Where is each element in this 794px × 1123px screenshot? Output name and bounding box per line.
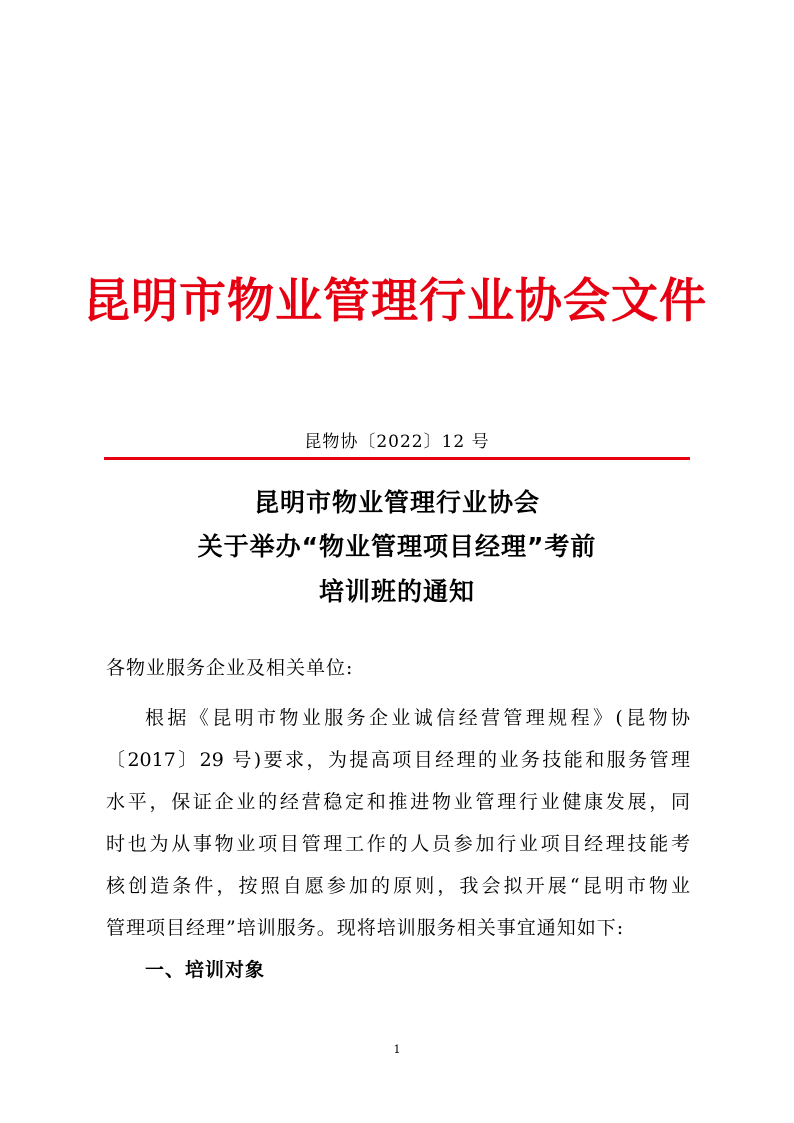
paragraph-line: 管理项目经理”培训服务。现将培训服务相关事宜通知如下:: [106, 917, 625, 939]
paragraph-line: 水平，保证企业的经营稳定和推进物业管理行业健康发展，同: [106, 791, 690, 813]
paragraph-line: 时也为从事物业项目管理工作的人员参加行业项目经理技能考: [106, 833, 690, 855]
salutation: 各物业服务企业及相关单位:: [106, 657, 354, 679]
notice-title-line-2: 关于举办“物业管理项目经理”考前: [197, 532, 597, 561]
page-number: 1: [393, 1043, 401, 1056]
red-divider: [104, 457, 690, 460]
notice-title-line-3: 培训班的通知: [318, 577, 475, 606]
paragraph-line: 根据《昆明市物业服务企业诚信经营管理规程》(昆物协: [145, 707, 690, 729]
paragraph-line: 〔2017〕29 号)要求，为提高项目经理的业务技能和服务管理: [106, 749, 690, 771]
notice-title-line-1: 昆明市物业管理行业协会: [253, 488, 540, 517]
section-heading: 一、培训对象: [145, 959, 266, 981]
document-number: 昆物协〔2022〕12 号: [304, 432, 490, 452]
paragraph-line: 核创造条件，按照自愿参加的原则，我会拟开展“昆明市物业: [106, 875, 690, 897]
masthead-title: 昆明市物业管理行业协会文件: [83, 274, 707, 329]
